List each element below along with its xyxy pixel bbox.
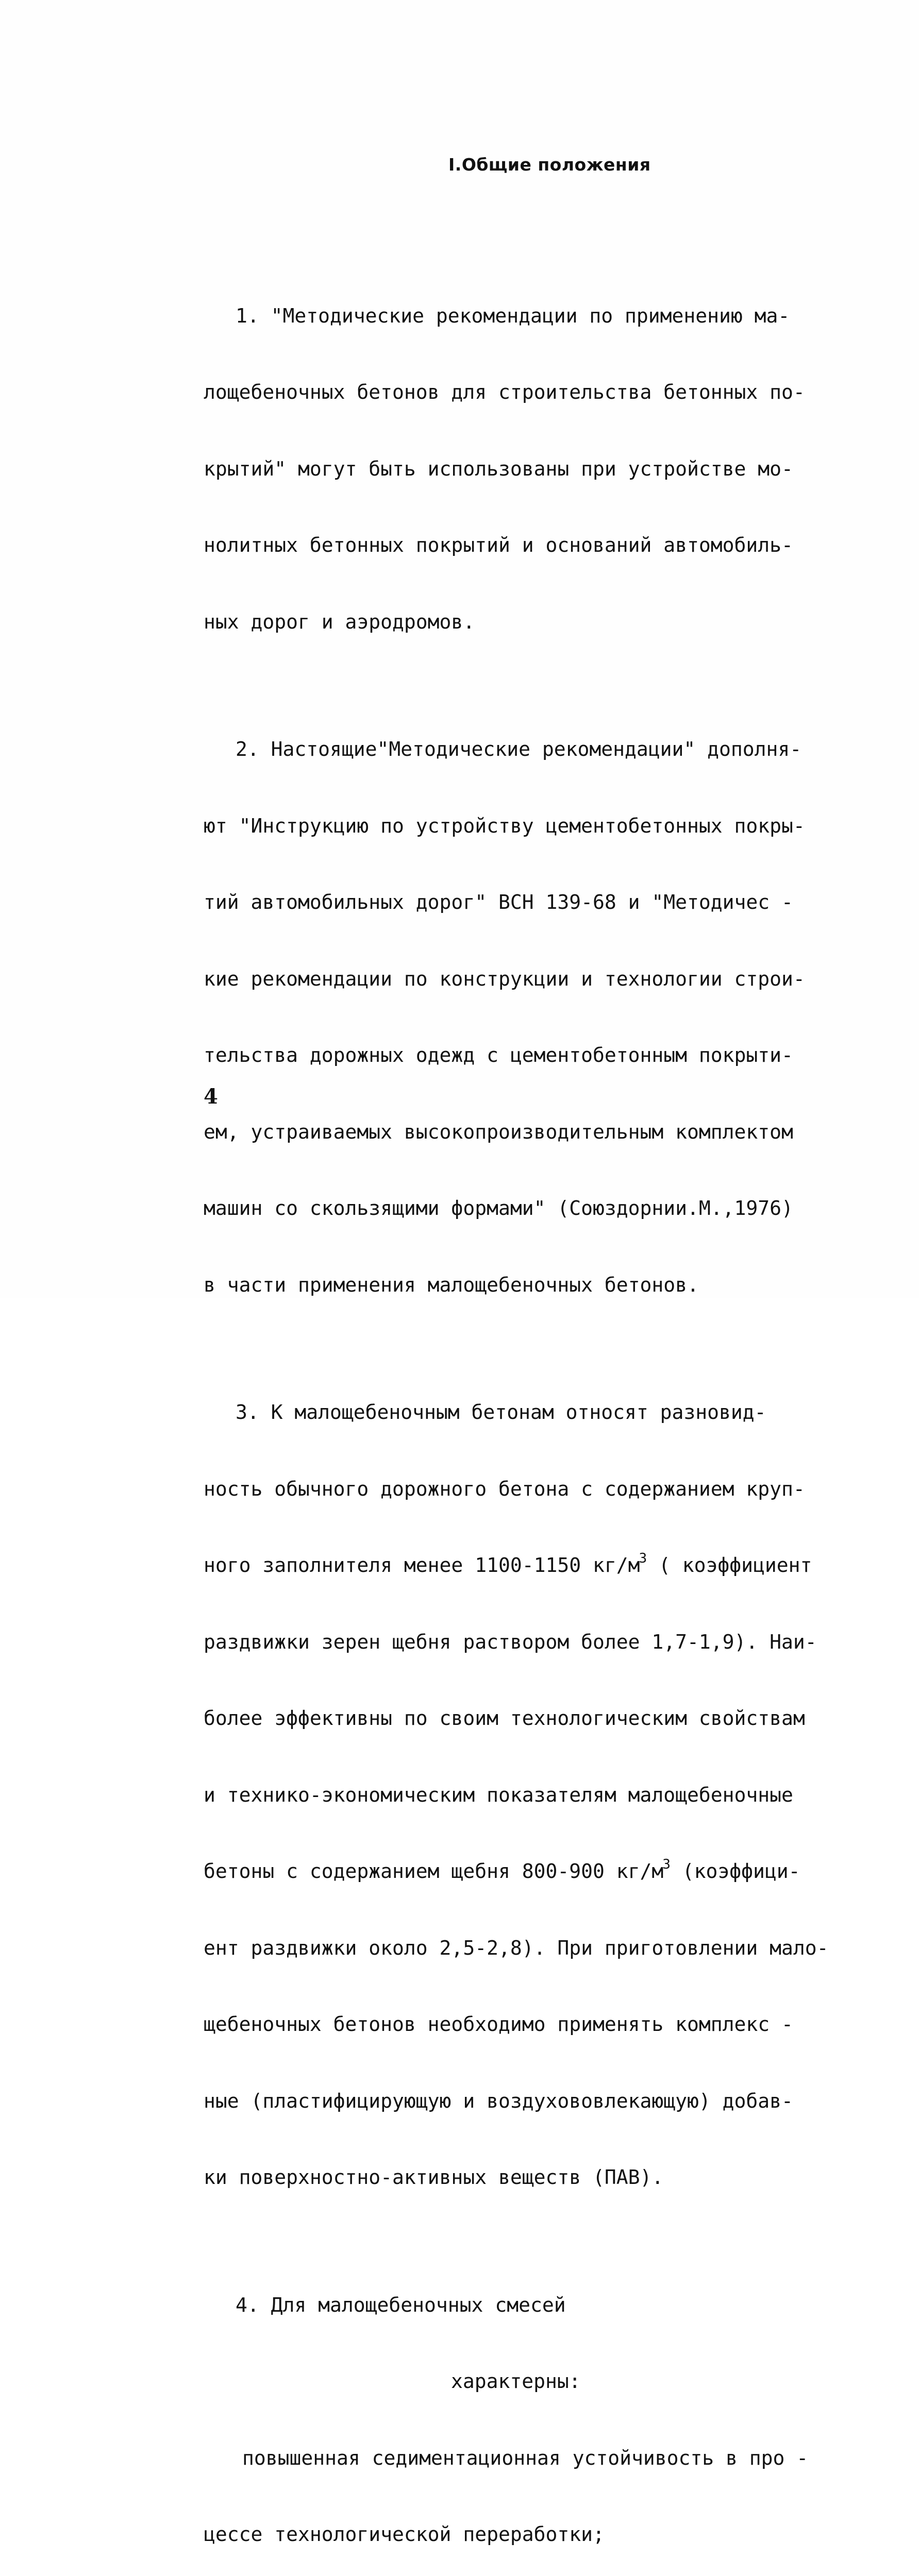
paragraph-1-line-4: нолитных бетонных покрытий и оснований автомобиль- [204, 534, 793, 556]
list-item-1-line-1: повышенная седиментационная устойчивость в про - [242, 2446, 809, 2469]
paragraph-3-line-1: 3. К малощебеночным бетонам относят разновид- [236, 1401, 766, 1423]
paragraph-2-line-1: 2. Настоящие"Методические рекомендации" дополня- [236, 738, 802, 760]
paragraph-3-line-3-text: ного заполнителя менее 1100-1150 кг/м [204, 1554, 640, 1577]
paragraph-3-line-7 [204, 1859, 874, 1885]
paragraph-3-line-9: щебеночных бетонов необходимо применять комплекс - [204, 2013, 793, 2036]
superscript-cubic-1: 3 [639, 1551, 647, 1566]
paragraph-2-line-4: кие рекомендации по конструкции и технологии строи- [204, 967, 805, 990]
paragraph-3-line-4: раздвижки зерен щебня раствором более 1,7-1,9). Наи- [204, 1630, 817, 1653]
paragraph-3-line-10: ные (пластифицирующую и воздухововлекающую) добав- [204, 2089, 793, 2112]
paragraph-2-line-7: машин со скользящими формами" (Союздорнии.М.,1976) [204, 1197, 793, 1219]
paragraph-3-line-2: ность обычного дорожного бетона с содержанием круп- [204, 1477, 805, 1500]
paragraph-1-line-2: лощебеночных бетонов для строительства бетонных по- [204, 381, 805, 403]
paragraph-4-line-1: 4. Для малощебеночных смесей [236, 2293, 566, 2316]
paragraph-2-line-8: в части применения малощебеночных бетонов. [204, 1273, 699, 1296]
paragraph-3-line-7-text: бетоны с содержанием щебня 800-900 кг/м [204, 1860, 664, 1883]
paragraph-3-line-3 [204, 1553, 874, 1579]
paragraph-3-line-7-tail: (коэффици- [670, 1860, 800, 1883]
body-text [204, 227, 874, 2576]
paragraph-3-line-11: ки поверхностно-активных веществ (ПАВ). [204, 2166, 664, 2189]
paragraph-1-line-5: ных дорог и аэродромов. [204, 610, 475, 633]
superscript-cubic-2: 3 [662, 1857, 671, 1872]
paragraph-3-line-6: и технико-экономическим показателям малощебеночные [204, 1783, 793, 1806]
paragraph-1-line-3: крытий" могут быть использованы при устройстве мо- [204, 457, 793, 480]
paragraph-4-line-2: характерны: [451, 2370, 581, 2393]
paragraph-3-line-5: более эффективны по своим технологическим свойствам [204, 1707, 805, 1730]
paragraph-2-line-2: ют "Инструкцию по устройству цементобетонных покры- [204, 814, 805, 837]
list-item-1-line-2: цессе технологической переработки; [204, 2523, 605, 2546]
paragraph-2-line-6: ем, устраиваемых высокопроизводительным комплектом [204, 1120, 793, 1143]
paragraph-1-line-1: 1. "Методические рекомендации по применению ма- [236, 304, 790, 327]
paragraph-3-line-8: ент раздвижки около 2,5-2,8). При приготовлении мало- [204, 1936, 829, 1959]
paragraph-3-line-3-tail: ( коэффициент [647, 1554, 812, 1577]
section-heading: I.Общие положения [448, 155, 651, 175]
paragraph-2-line-3: тий автомобильных дорог" ВСН 139-68 и "Методичес - [204, 891, 793, 913]
paragraph-2-line-5: тельства дорожных одежд с цементобетонным покрыти- [204, 1044, 793, 1066]
page-number: 4 [204, 1084, 218, 1109]
